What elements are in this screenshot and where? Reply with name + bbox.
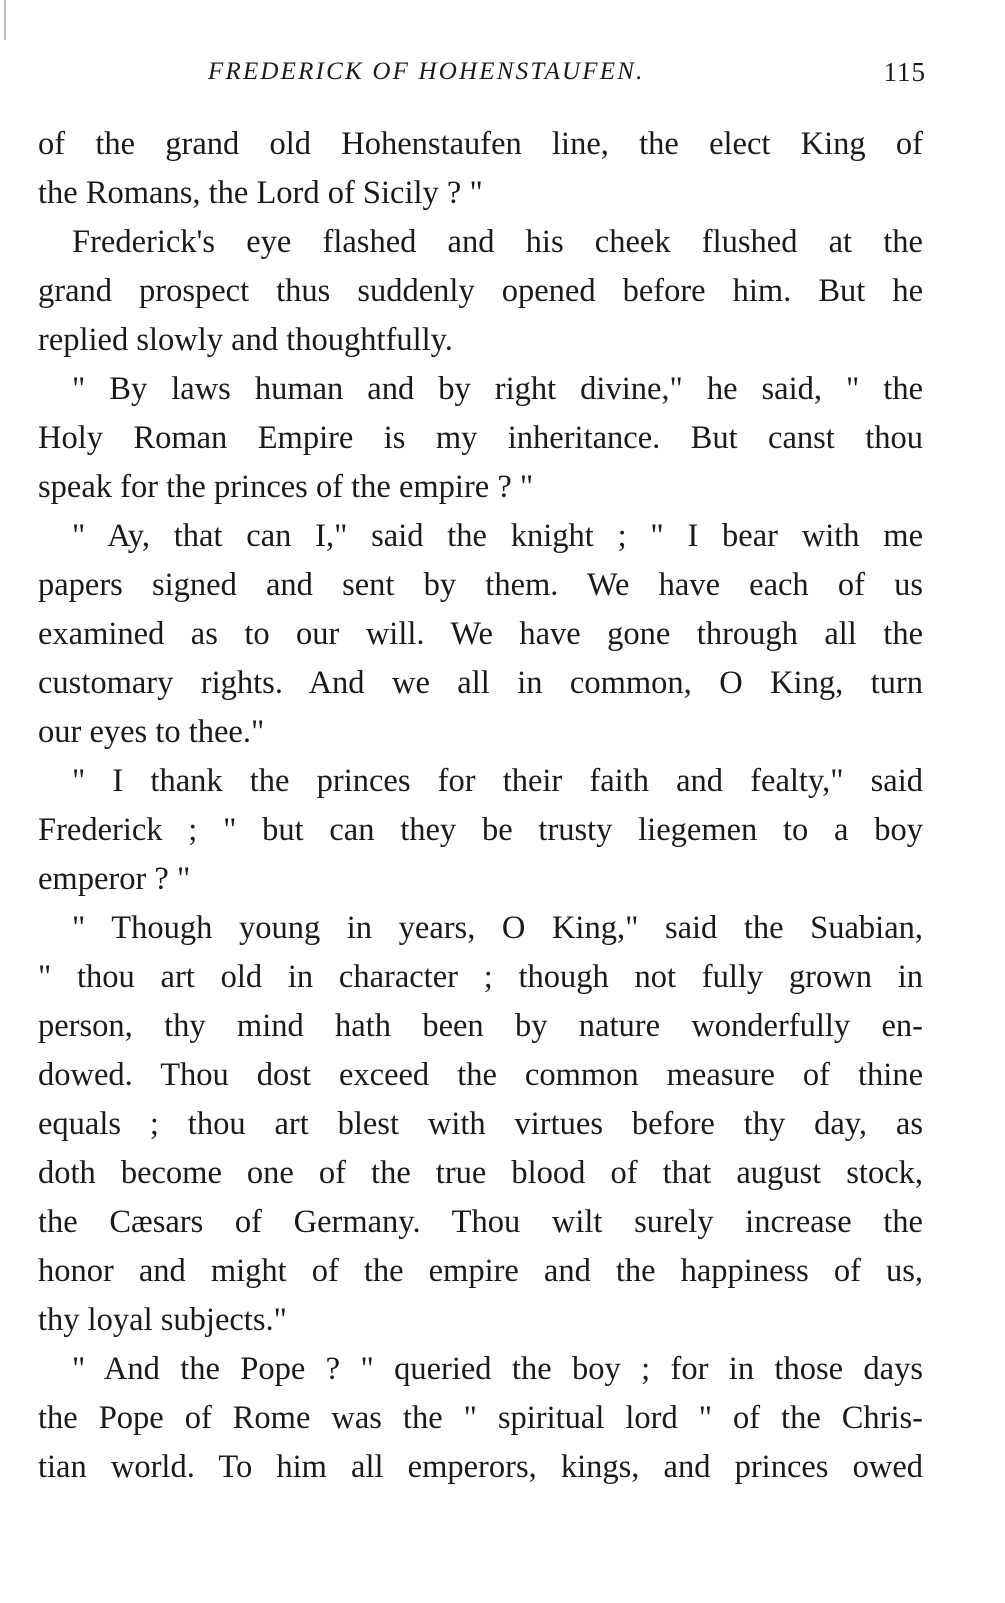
text-line: " By laws human and by right divine," he said, " the <box>72 371 923 407</box>
text-line: thy loyal subjects." <box>38 1302 287 1338</box>
text-line: doth become one of the true blood of that august stock, <box>38 1155 923 1191</box>
text-line: Holy Roman Empire is my inheritance. But canst thou <box>38 420 923 456</box>
text-line: honor and might of the empire and the happiness of us, <box>38 1253 923 1289</box>
text-line: customary rights. And we all in common, O King, turn <box>38 665 923 701</box>
text-line: " I thank the princes for their faith and fealty," said <box>72 763 923 799</box>
text-line: speak for the princes of the empire ? " <box>38 469 534 505</box>
text-line: tian world. To him all emperors, kings, and princes owed <box>38 1449 923 1485</box>
text-line: Frederick's eye flashed and his cheek flushed at the <box>72 224 923 260</box>
body-text <box>38 120 923 1492</box>
page-number: 115 <box>883 57 926 87</box>
text-line: the Romans, the Lord of Sicily ? " <box>38 175 483 211</box>
scan-margin-mark <box>4 0 6 40</box>
running-head <box>38 52 926 92</box>
text-line: of the grand old Hohenstaufen line, the elect King of <box>38 126 923 162</box>
text-line: grand prospect thus suddenly opened before him. But he <box>38 273 923 309</box>
text-line: emperor ? " <box>38 861 191 897</box>
text-line: " thou art old in character ; though not fully grown in <box>38 959 923 995</box>
text-line: our eyes to thee." <box>38 714 265 750</box>
running-title: FREDERICK OF HOHENSTAUFEN. <box>208 58 645 85</box>
text-line: " Though young in years, O King," said the Suabian, <box>72 910 923 946</box>
text-line: " And the Pope ? " queried the boy ; for in those days <box>72 1351 923 1387</box>
text-line: the Pope of Rome was the " spiritual lord " of the Chris- <box>38 1400 923 1436</box>
text-line: replied slowly and thoughtfully. <box>38 322 453 358</box>
text-line: examined as to our will. We have gone through all the <box>38 616 923 652</box>
text-line: the Cæsars of Germany. Thou wilt surely increase the <box>38 1204 923 1240</box>
text-line: equals ; thou art blest with virtues before thy day, as <box>38 1106 923 1142</box>
text-line: Frederick ; " but can they be trusty liegemen to a boy <box>38 812 923 848</box>
text-line: person, thy mind hath been by nature wonderfully en- <box>38 1008 923 1044</box>
text-line: dowed. Thou dost exceed the common measure of thine <box>38 1057 923 1093</box>
text-line: " Ay, that can I," said the knight ; " I bear with me <box>72 518 923 554</box>
text-line: papers signed and sent by them. We have each of us <box>38 567 923 603</box>
